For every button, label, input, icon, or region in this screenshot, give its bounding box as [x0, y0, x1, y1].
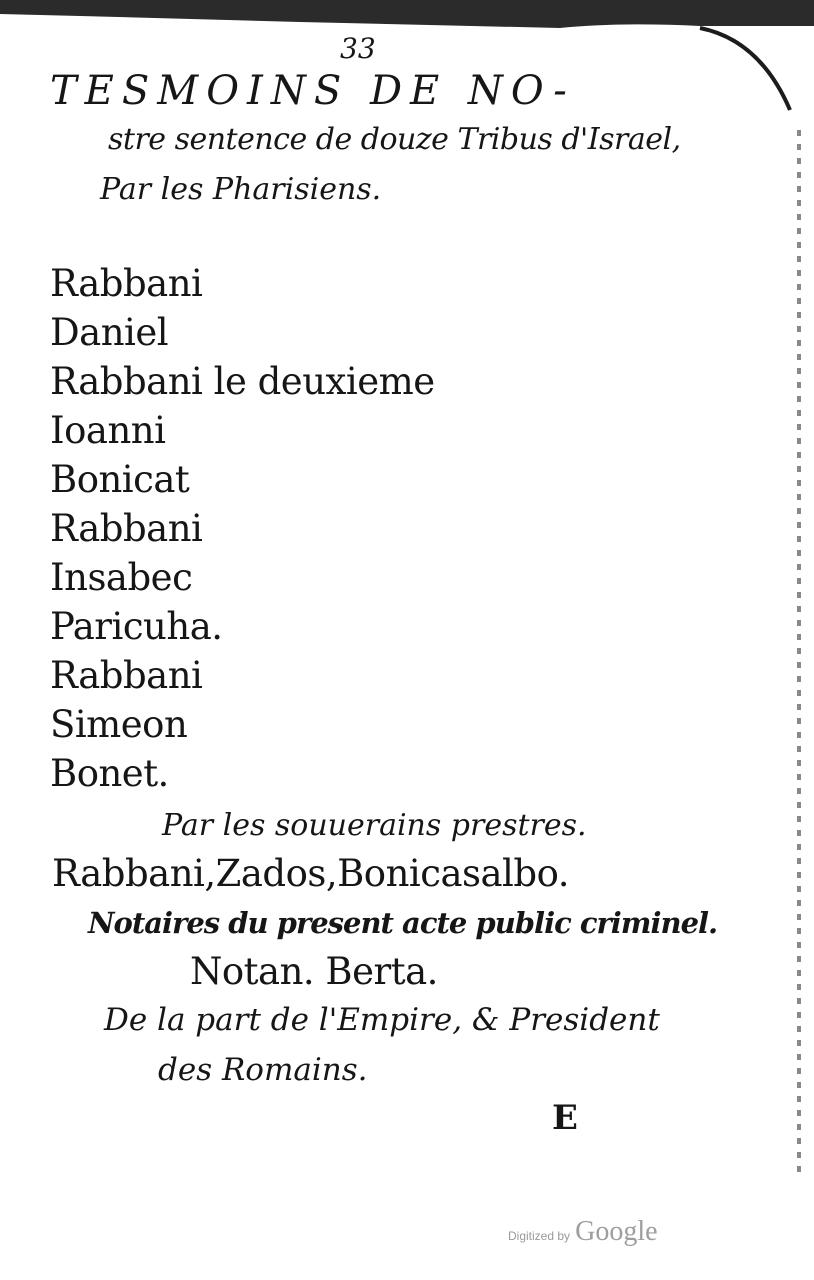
list-item: Paricuha. — [50, 605, 223, 648]
list-item: Bonet. — [50, 752, 169, 795]
priests-names: Rabbani,Zados,Bonicasalbo. — [52, 852, 569, 895]
google-logo: Google — [575, 1216, 658, 1247]
empire-line-2: des Romains. — [158, 1052, 368, 1088]
list-item: Rabbani — [50, 262, 203, 305]
subtitle-line-2: Par les Pharisiens. — [100, 172, 382, 207]
empire-line-1: De la part de l'Empire, & President — [104, 1002, 660, 1038]
digitized-footer — [508, 1216, 658, 1248]
list-item: Rabbani — [50, 507, 203, 550]
list-item: Insabec — [50, 556, 193, 599]
footer-prefix: Digitized by — [508, 1229, 571, 1243]
witness-list — [50, 262, 435, 801]
list-item: Bonicat — [50, 458, 190, 501]
page-title: TESMOINS DE NO- — [50, 68, 575, 114]
page-number: 33 — [340, 32, 376, 65]
notaries-names: Notan. Berta. — [190, 950, 438, 993]
priests-heading: Par les souuerains prestres. — [162, 808, 587, 843]
list-item: Daniel — [50, 311, 169, 354]
scan-right-edge — [797, 130, 801, 1180]
list-item: Rabbani — [50, 654, 203, 697]
list-item: Ioanni — [50, 409, 166, 452]
subtitle-line-1: stre sentence de douze Tribus d'Israel, — [108, 122, 681, 157]
notaries-heading: Notaires du present acte public criminel. — [88, 906, 718, 940]
list-item: Simeon — [50, 703, 188, 746]
signature-mark: E — [552, 1098, 578, 1138]
list-item: Rabbani le deuxieme — [50, 360, 435, 403]
